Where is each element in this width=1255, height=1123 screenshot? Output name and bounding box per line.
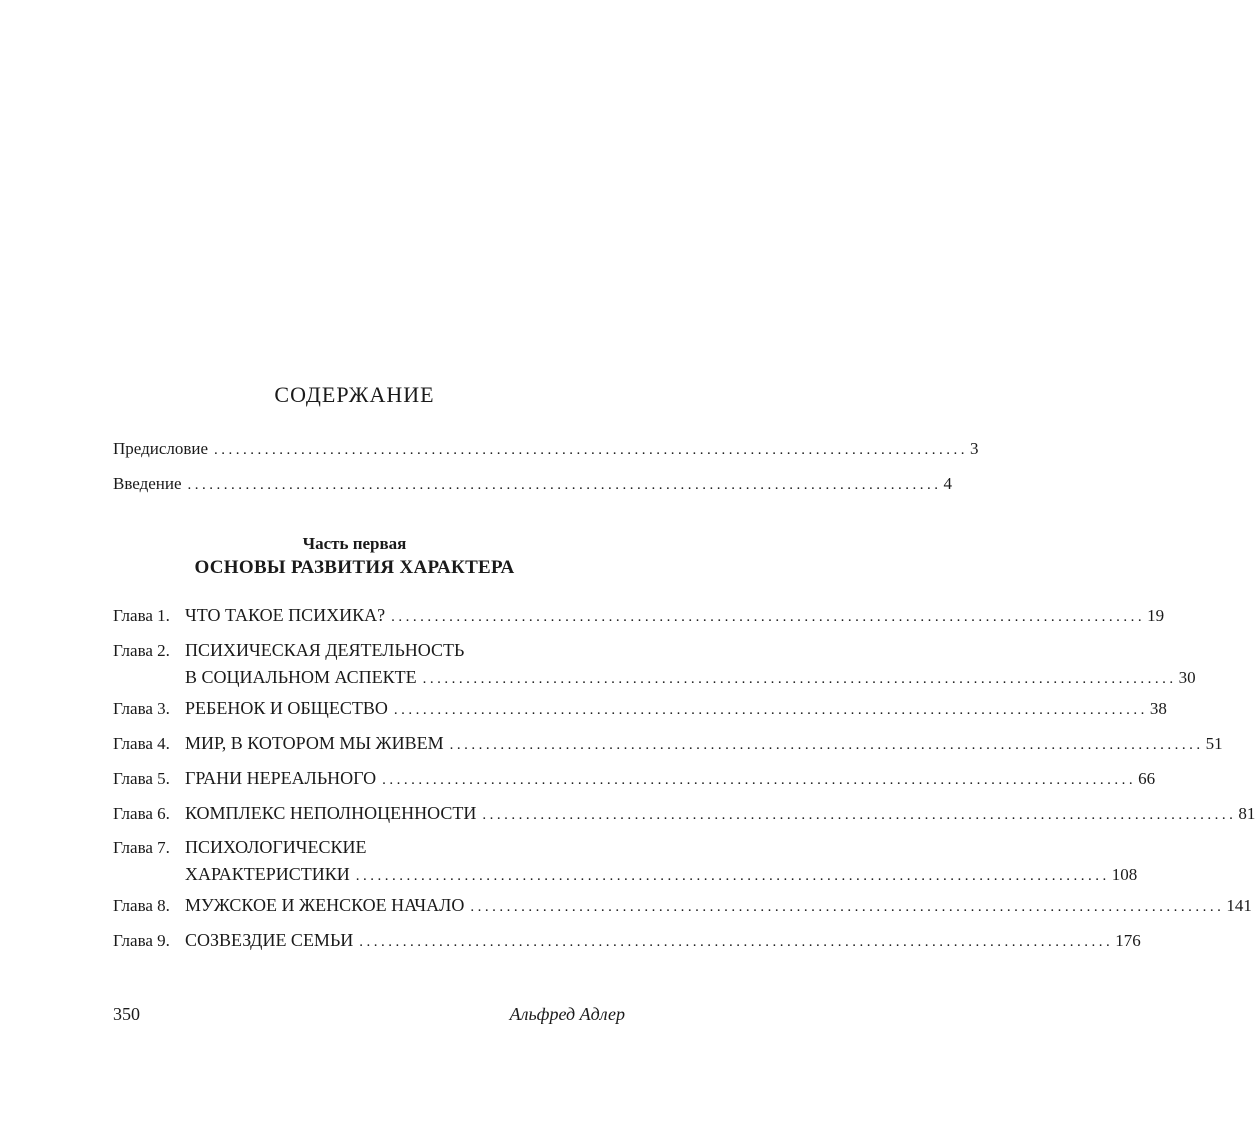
toc-entry-preface	[113, 436, 979, 463]
toc-entry-label: Введение	[113, 474, 182, 493]
chapter-prefix: Глава 2.	[113, 641, 170, 660]
chapter-title: КОМПЛЕКС НЕПОЛНОЦЕННОСТИ	[185, 803, 477, 823]
chapter-title: СОЗВЕЗДИЕ СЕМЬИ	[185, 930, 354, 950]
chapter-title: ПСИХОЛОГИЧЕСКИЕ	[185, 837, 367, 857]
toc-chapter-5	[113, 765, 1156, 793]
chapter-title: ПСИХИЧЕСКАЯ ДЕЯТЕЛЬНОСТЬ	[185, 640, 465, 660]
chapter-page: 108	[1111, 865, 1138, 884]
chapter-title: ГРАНИ НЕРЕАЛЬНОГО	[185, 768, 377, 788]
toc-entry-label: Предисловие	[113, 439, 209, 458]
leader-dots: ........................................................................................................	[482, 807, 1237, 823]
footer-page-number: 350	[113, 1004, 140, 1024]
chapter-page: 30	[1178, 668, 1196, 687]
chapter-page: 51	[1205, 734, 1223, 753]
footer-author: Альфред Адлер	[509, 1004, 625, 1024]
toc-chapter-1	[113, 602, 1165, 630]
part-label: Часть первая	[302, 534, 407, 553]
leader-dots: ........................................................................................................	[422, 671, 1177, 687]
chapter-prefix: Глава 7.	[113, 838, 170, 857]
chapter-page: 141	[1226, 896, 1252, 915]
toc-chapter-4	[113, 730, 1223, 758]
chapter-prefix: Глава 1.	[113, 606, 170, 625]
chapter-prefix: Глава 5.	[113, 769, 170, 788]
leader-dots: ........................................................................................................	[470, 899, 1225, 915]
leader-dots: ........................................................................................................	[214, 442, 969, 458]
toc-entry-page: 3	[970, 439, 979, 458]
chapter-prefix: Глава 9.	[113, 931, 170, 950]
toc-chapter-9	[113, 927, 1141, 955]
chapter-title: РЕБЕНОК И ОБЩЕСТВО	[185, 698, 388, 718]
toc-entry-introduction	[113, 471, 953, 498]
leader-dots: ........................................................................................................	[449, 737, 1204, 753]
toc-chapter-3	[113, 695, 1167, 723]
chapter-page: 66	[1138, 769, 1156, 788]
chapter-title-continued: ХАРАКТЕРИСТИКИ	[185, 864, 350, 884]
leader-dots: ........................................................................................................	[359, 934, 1114, 950]
chapter-prefix: Глава 8.	[113, 896, 170, 915]
chapter-page: 38	[1149, 699, 1167, 718]
chapter-prefix: Глава 4.	[113, 734, 170, 753]
toc-chapter-8	[113, 892, 1252, 920]
leader-dots: ........................................................................................................	[391, 609, 1146, 625]
chapter-title: МИР, В КОТОРОМ МЫ ЖИВЕМ	[185, 733, 444, 753]
toc-title: СОДЕРЖАНИЕ	[274, 382, 435, 407]
chapter-prefix: Глава 6.	[113, 804, 170, 823]
toc-chapter-2	[113, 637, 1196, 692]
chapter-page: 176	[1115, 931, 1141, 950]
part-title: ОСНОВЫ РАЗВИТИЯ ХАРАКТЕРА	[194, 557, 515, 578]
leader-dots: ........................................................................................................	[393, 702, 1148, 718]
leader-dots: ........................................................................................................	[187, 477, 942, 493]
leader-dots: ........................................................................................................	[355, 868, 1110, 884]
chapter-title: МУЖСКОЕ И ЖЕНСКОЕ НАЧАЛО	[185, 895, 465, 915]
toc-chapter-6	[113, 800, 1255, 828]
chapter-prefix: Глава 3.	[113, 699, 170, 718]
toc-chapter-7	[113, 834, 1138, 889]
chapter-title: ЧТО ТАКОЕ ПСИХИКА?	[185, 605, 386, 625]
chapter-title-continued: В СОЦИАЛЬНОМ АСПЕКТЕ	[185, 667, 417, 687]
leader-dots: ........................................................................................................	[382, 772, 1137, 788]
chapter-page: 19	[1147, 606, 1165, 625]
toc-entry-page: 4	[943, 474, 953, 493]
chapter-page: 81	[1238, 804, 1255, 823]
